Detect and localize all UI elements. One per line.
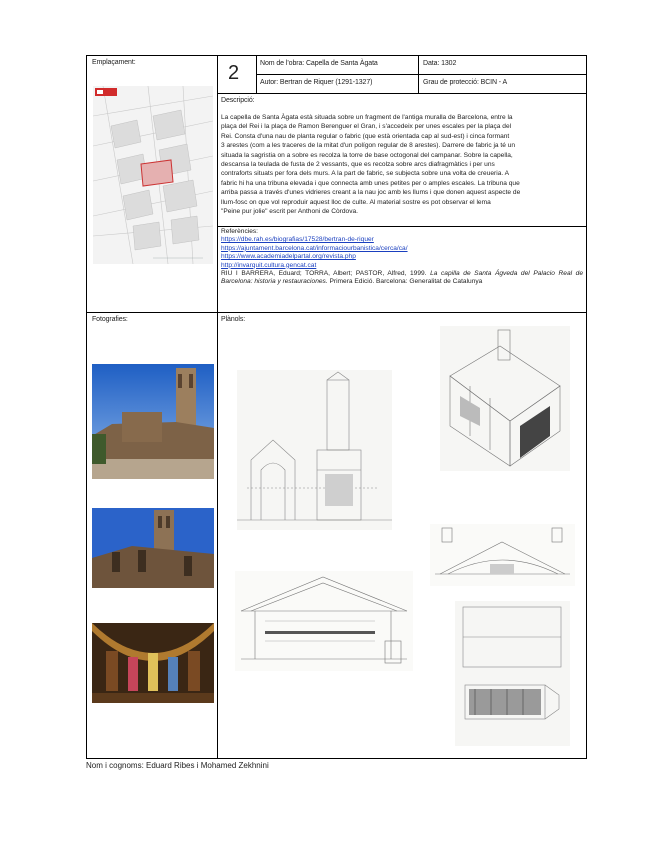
location-label: Emplaçament: xyxy=(92,59,136,66)
description-line: Rei. Consta d'una nau de planta regular o fabric (que està orientada cap al sud-est) i cinca formant xyxy=(221,132,510,140)
reference-link[interactable]: https://ajuntament.barcelona.cat/informaciourbanistica/cerca/ca/ xyxy=(221,244,408,252)
description-line: La capella de Santa Àgata està situada sobre un fragment de l'antiga muralla de Barcelona, entre la xyxy=(221,114,513,121)
work-date: Data: 1302 xyxy=(423,60,457,67)
work-author: Autor: Bertran de Riquer (1291-1327) xyxy=(260,79,373,86)
photo-apse-tower xyxy=(92,508,214,588)
description-line: situada la sagristia on a sobre es recolza la torre de base octogonal del campanar. Sobre la capella, xyxy=(221,151,513,159)
protection-grade: Grau de protecció: BCIN - A xyxy=(423,79,508,86)
description-line: llum-fosc on que vol reproduir aquest lloc de culte. Al material sostre es pot observar el lema xyxy=(221,198,491,206)
description-line: contraforts situats per fora dels murs. A la part de fabric, se subjecta sobre una volta de creueria. A xyxy=(221,170,510,178)
description-text xyxy=(221,113,583,216)
description-label: Descripció: xyxy=(221,97,255,104)
plan-floor-plan xyxy=(455,601,570,746)
description-line: arriba passa a través d'unes vidrieres creant a la nau joc amb les llums i que donen aquest aspecte de xyxy=(221,189,521,197)
work-name: Nom de l’obra: Capella de Santa Àgata xyxy=(260,60,378,67)
photos-label: Fotografies: xyxy=(92,316,128,323)
citation-title: La capilla de Santa Ágveda del Palacio Real de Barcelona: historia y restauraciones. xyxy=(221,270,583,286)
description-line: descansa la teulada de fusta de 2 vessants, que es recolza sobre arcs diafragmàtics i per uns xyxy=(221,161,495,169)
description-line: "Peine pur jolie" escrit per Anthoni de Còrdova. xyxy=(221,208,359,216)
plan-axonometric xyxy=(440,326,570,471)
plan-section-right xyxy=(430,524,575,586)
description-line: 3 arestes (com a les traceres de la mitat d'un polígon regular de 8 arestes). Darrere de fabric ja té un xyxy=(221,142,516,150)
author-names: Nom i cognoms: Eduard Ribes i Mohamed Zekhnini xyxy=(86,761,269,770)
reference-link[interactable]: http://invarquit.cultura.gencat.cat xyxy=(221,261,317,269)
location-map xyxy=(93,86,213,264)
sheet-number: 2 xyxy=(228,62,240,84)
references-label: Referències: xyxy=(221,228,259,235)
reference-link[interactable]: https://dbe.rah.es/biografias/17528/bertran-de-riquer xyxy=(221,236,374,244)
reference-citation: RIU I BARRERA, Eduard; TORRA, Albert; PASTOR, Alfred, 1999. La capilla de Santa Ágveda del Palacio Real de Barcelona: historia y restauraciones. Primera Edició. Barcelona: Generalitat de Catalunya xyxy=(221,270,583,286)
plan-section-left xyxy=(235,571,413,671)
column-divider xyxy=(217,56,218,758)
row-divider-top xyxy=(87,312,586,313)
description-line: fabric hi ha una tribuna elevada i que connecta amb unes petites per o amples escales. La tribuna que xyxy=(221,179,520,187)
photo-exterior-tower xyxy=(92,364,214,479)
references-block xyxy=(221,228,583,287)
heritage-sheet xyxy=(86,55,587,759)
plan-elevation-drawing xyxy=(237,370,392,530)
description-line: plaça del Rei i la plaça de Ramon Berenguer el Gran, i s'accedeix per unes escales per la plaça del xyxy=(221,123,512,131)
plans-label: Plànols: xyxy=(221,316,246,323)
photo-interior-windows xyxy=(92,623,214,703)
reference-link[interactable]: https://www.academiadelpartal.org/revista.php xyxy=(221,253,356,261)
